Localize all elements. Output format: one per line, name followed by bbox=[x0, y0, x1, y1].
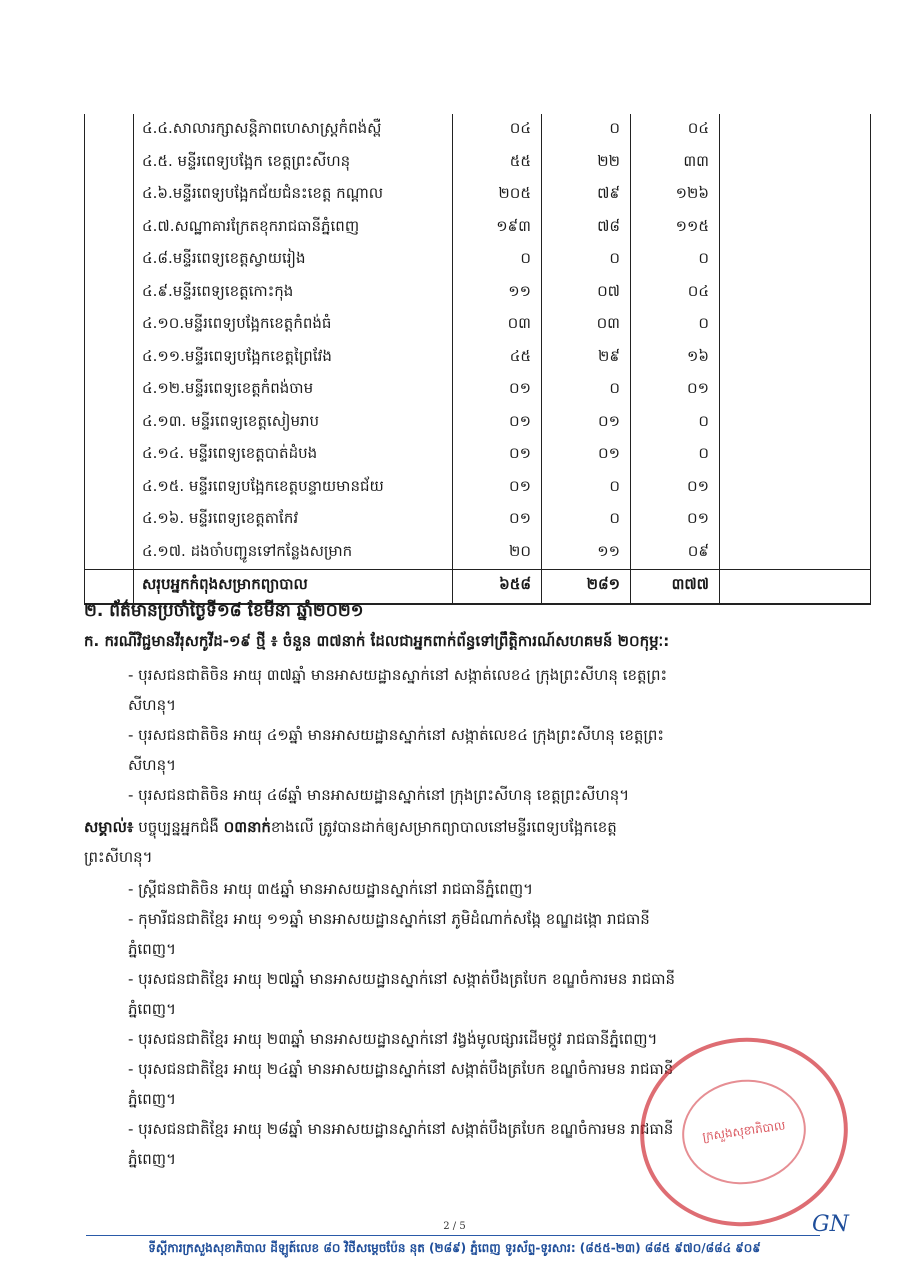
facility-name-cell: ៤.៦.មន្ទីរពេទ្យបង្អែកជ័យជំនះខេត្ត កណ្តាល bbox=[134, 179, 453, 212]
male-cell: ០ bbox=[542, 244, 631, 277]
table-total-row bbox=[85, 570, 871, 604]
list-item: - បុរសជនជាតិខ្មែរ អាយុ ២៨ឆ្នាំ មានអាសយដ្ឋានស្នាក់នៅ សង្កាត់បឹងត្របែក ខណ្ឌចំការមន រាជធានី bbox=[128, 1120, 674, 1138]
table-row bbox=[85, 309, 871, 342]
blank-cell bbox=[720, 114, 871, 147]
facility-name-cell: ៤.៧.សណ្ឋាគារក្រែតខុករាជធានីភ្នំពេញ bbox=[134, 212, 453, 245]
table-row bbox=[85, 277, 871, 310]
female-cell: ០៤ bbox=[631, 114, 720, 147]
blank-cell bbox=[85, 439, 134, 472]
female-cell: ១២៦ bbox=[631, 179, 720, 212]
list-item-continuation: សីហនុ។ bbox=[128, 756, 176, 774]
note-before: បច្ចុប្បន្នអ្នកជំងឺ bbox=[133, 818, 224, 836]
note-label: សម្គាល់៖ bbox=[84, 818, 134, 836]
table-row bbox=[85, 212, 871, 245]
note-bold: ០៣នាក់ bbox=[223, 818, 271, 836]
total-cell: ៤៥ bbox=[453, 342, 542, 375]
list-item: - បុរសជនជាតិចិន អាយុ ៤១ឆ្នាំ មានអាសយដ្ឋានស្នាក់នៅ សង្កាត់លេខ៤ ក្រុងព្រះសីហនុ ខេត្តព្រះ bbox=[128, 726, 664, 744]
blank-cell bbox=[720, 212, 871, 245]
female-cell: ០ bbox=[631, 309, 720, 342]
total-cell: ០១ bbox=[453, 472, 542, 505]
list-item-continuation: ភ្នំពេញ។ bbox=[128, 940, 176, 958]
male-cell: ០ bbox=[542, 114, 631, 147]
blank-cell bbox=[720, 570, 871, 604]
list-item-continuation: ភ្នំពេញ។ bbox=[128, 1150, 176, 1168]
facility-name-cell: ៤.៤.សាលារក្សាសន្តិភាពហេសាស្ត្រកំពង់ស្ពឺ bbox=[134, 114, 453, 147]
male-cell: ០ bbox=[542, 504, 631, 537]
table-row bbox=[85, 407, 871, 440]
patients-table bbox=[84, 114, 831, 605]
female-cell: ០ bbox=[631, 244, 720, 277]
female-cell: ០១ bbox=[631, 374, 720, 407]
male-cell: ០៣ bbox=[542, 309, 631, 342]
table-row bbox=[85, 179, 871, 212]
total-cell: ០១ bbox=[453, 407, 542, 440]
blank-cell bbox=[85, 147, 134, 180]
total-cell: ០ bbox=[453, 244, 542, 277]
female-cell: ០៩ bbox=[631, 537, 720, 570]
female-cell: ១៦ bbox=[631, 342, 720, 375]
blank-cell bbox=[720, 244, 871, 277]
seal-inner bbox=[675, 1072, 812, 1192]
table-row bbox=[85, 147, 871, 180]
female-cell: ០៤ bbox=[631, 277, 720, 310]
blank-cell bbox=[720, 407, 871, 440]
blank-cell bbox=[85, 407, 134, 440]
list-item: - កុមារីជនជាតិខ្មែរ អាយុ ១១ឆ្នាំ មានអាសយដ្ឋានស្នាក់នៅ ភូមិដំណាក់សង្កែ ខណ្ឌដង្កោ រាជធានី bbox=[128, 910, 650, 928]
male-cell: ២៩ bbox=[542, 342, 631, 375]
page-number: 2 / 5 bbox=[443, 1221, 466, 1232]
male-cell: ២៨១ bbox=[542, 570, 631, 604]
footer-divider bbox=[86, 1235, 820, 1236]
list-item: - ស្ត្រីជនជាតិចិន អាយុ ៣៥ឆ្នាំ មានអាសយដ្ឋានស្នាក់នៅ រាជធានីភ្នំពេញ។ bbox=[128, 880, 534, 898]
table-row bbox=[85, 374, 871, 407]
male-cell: ៧៩ bbox=[542, 179, 631, 212]
footer-address: ទីស្តីការក្រសួងសុខាភិបាល ដីឡូត៍លេខ ៨០ វិថីសម្តេចប៉ែន នុត (២៨៩) ភ្នំពេញ ទូរស័ព្ទ-ទូរសារ: (៨៥៥-២៣) ៨៨៥ ៩៧០/៨៨៤ ៩០៩ bbox=[148, 1241, 761, 1255]
blank-cell bbox=[720, 147, 871, 180]
male-cell: ០១ bbox=[542, 407, 631, 440]
total-cell: ៦៥៨ bbox=[453, 570, 542, 604]
table-row bbox=[85, 439, 871, 472]
blank-cell bbox=[85, 244, 134, 277]
facility-name-cell: ៤.១២.មន្ទីរពេទ្យខេត្តកំពង់ចាម bbox=[134, 374, 453, 407]
female-cell: ០១ bbox=[631, 472, 720, 505]
table-row bbox=[85, 342, 871, 375]
table-row bbox=[85, 537, 871, 570]
table-row bbox=[85, 114, 871, 147]
male-cell: ០ bbox=[542, 472, 631, 505]
list-item-continuation: ភ្នំពេញ។ bbox=[128, 1000, 176, 1018]
blank-cell bbox=[85, 179, 134, 212]
female-cell: ៣៣ bbox=[631, 147, 720, 180]
note-after: ខាងលើ ត្រូវបានដាក់ឲ្យសម្រាកព្យាបាលនៅមន្ទីរពេទ្យបង្អែកខេត្ត bbox=[270, 818, 617, 836]
blank-cell bbox=[720, 374, 871, 407]
total-cell: ០១ bbox=[453, 439, 542, 472]
blank-cell bbox=[85, 212, 134, 245]
facility-name-cell: ៤.១០.មន្ទីរពេទ្យបង្អែកខេត្តកំពង់ធំ bbox=[134, 309, 453, 342]
list-item: - បុរសជនជាតិចិន អាយុ ៣៧ឆ្នាំ មានអាសយដ្ឋានស្នាក់នៅ សង្កាត់លេខ៤ ក្រុងព្រះសីហនុ ខេត្តព្រះ bbox=[128, 666, 668, 684]
facility-name-cell: ៤.១៥. មន្ទីរពេទ្យបង្អែកខេត្តបន្ទាយមានជ័យ bbox=[134, 472, 453, 505]
blank-cell bbox=[85, 309, 134, 342]
signature-initials: GN bbox=[812, 1212, 849, 1237]
blank-cell bbox=[85, 537, 134, 570]
facility-name-cell: ៤.១៦. មន្ទីរពេទ្យខេត្តតាកែវ bbox=[134, 504, 453, 537]
blank-cell bbox=[720, 537, 871, 570]
blank-cell bbox=[720, 439, 871, 472]
blank-cell bbox=[85, 277, 134, 310]
blank-cell bbox=[85, 504, 134, 537]
total-cell: ០១ bbox=[453, 374, 542, 407]
total-cell: ០៤ bbox=[453, 114, 542, 147]
facility-name-cell: សរុបអ្នកកំពុងសម្រាកព្យាបាល bbox=[134, 570, 453, 604]
total-cell: ៥៥ bbox=[453, 147, 542, 180]
note-line2: ព្រះសីហនុ។ bbox=[84, 848, 153, 866]
facility-name-cell: ៤.១៤. មន្ទីរពេទ្យខេត្តបាត់ដំបង bbox=[134, 439, 453, 472]
blank-cell bbox=[720, 179, 871, 212]
case-list-1 bbox=[128, 660, 828, 810]
seal-text: ក្រសួងសុខាភិបាល bbox=[701, 1118, 787, 1144]
female-cell: ៣៧៧ bbox=[631, 570, 720, 604]
facility-name-cell: ៤.៩.មន្ទីរពេទ្យខេត្តកោះកុង bbox=[134, 277, 453, 310]
female-cell: ០ bbox=[631, 439, 720, 472]
case-title: ក. ករណីវិជ្ជមានវីរុសកូវីដ-១៩ ថ្មី ៖ ចំនួន ៣៧នាក់ ដែលជាអ្នកពាក់ព័ន្ធទៅព្រឹត្តិការណ៍សហគមន៍ ២០កុម្ភៈ: bbox=[84, 632, 670, 650]
facility-name-cell: ៤.១៧. ដងចាំបញ្ជូនទៅកន្លែងសម្រាក bbox=[134, 537, 453, 570]
blank-cell bbox=[720, 277, 871, 310]
female-cell: ០១ bbox=[631, 504, 720, 537]
blank-cell bbox=[720, 504, 871, 537]
male-cell: ០៧ bbox=[542, 277, 631, 310]
blank-cell bbox=[720, 309, 871, 342]
list-item-continuation: សីហនុ។ bbox=[128, 696, 176, 714]
total-cell: ២០៥ bbox=[453, 179, 542, 212]
male-cell: ០១ bbox=[542, 439, 631, 472]
blank-cell bbox=[85, 374, 134, 407]
facility-name-cell: ៤.៥. មន្ទីរពេទ្យបង្អែក ខេត្តព្រះសីហនុ bbox=[134, 147, 453, 180]
table-row bbox=[85, 244, 871, 277]
total-cell: ១១ bbox=[453, 277, 542, 310]
blank-cell bbox=[85, 472, 134, 505]
total-cell: ២០ bbox=[453, 537, 542, 570]
table-row bbox=[85, 504, 871, 537]
table-row bbox=[85, 472, 871, 505]
facility-name-cell: ៤.១១.មន្ទីរពេទ្យបង្អែកខេត្តព្រៃវែង bbox=[134, 342, 453, 375]
male-cell: ១១ bbox=[542, 537, 631, 570]
female-cell: ១១៥ bbox=[631, 212, 720, 245]
female-cell: ០ bbox=[631, 407, 720, 440]
blank-cell bbox=[85, 342, 134, 375]
blank-cell bbox=[85, 114, 134, 147]
total-cell: ០១ bbox=[453, 504, 542, 537]
list-item-continuation: ភ្នំពេញ។ bbox=[128, 1090, 176, 1108]
total-cell: ០៣ bbox=[453, 309, 542, 342]
male-cell: ០ bbox=[542, 374, 631, 407]
list-item: - បុរសជនជាតិខ្មែរ អាយុ ២៤ឆ្នាំ មានអាសយដ្ឋានស្នាក់នៅ សង្កាត់បឹងត្របែក ខណ្ឌចំការមន រាជធានី bbox=[128, 1060, 674, 1078]
list-item: - បុរសជនជាតិចិន អាយុ ៤៨ឆ្នាំ មានអាសយដ្ឋានស្នាក់នៅ ក្រុងព្រះសីហនុ ខេត្តព្រះសីហនុ។ bbox=[128, 786, 630, 804]
list-item: - បុរសជនជាតិខ្មែរ អាយុ ២៣ឆ្នាំ មានអាសយដ្ឋានស្នាក់នៅ វង្វង់មូលផ្សារដើមថ្កូវ រាជធានីភ្នំពេញ។ bbox=[128, 1030, 658, 1048]
male-cell: ៧៨ bbox=[542, 212, 631, 245]
note bbox=[84, 812, 830, 872]
facility-name-cell: ៤.៨.មន្ទីរពេទ្យខេត្តស្វាយរៀង bbox=[134, 244, 453, 277]
total-cell: ១៩៣ bbox=[453, 212, 542, 245]
facility-name-cell: ៤.១៣. មន្ទីរពេទ្យខេត្តសៀមរាប bbox=[134, 407, 453, 440]
list-item: - បុរសជនជាតិខ្មែរ អាយុ ២៧ឆ្នាំ មានអាសយដ្ឋានស្នាក់នៅ សង្កាត់បឹងត្របែក ខណ្ឌចំការមន រាជធានី bbox=[128, 970, 676, 988]
section-title: ២. ព័ត៌មានប្រចាំថ្ងៃទី១៨ ខែមីនា ឆ្នាំ២០២១ bbox=[84, 601, 364, 621]
male-cell: ២២ bbox=[542, 147, 631, 180]
blank-cell bbox=[720, 342, 871, 375]
blank-cell bbox=[85, 570, 134, 604]
blank-cell bbox=[720, 472, 871, 505]
